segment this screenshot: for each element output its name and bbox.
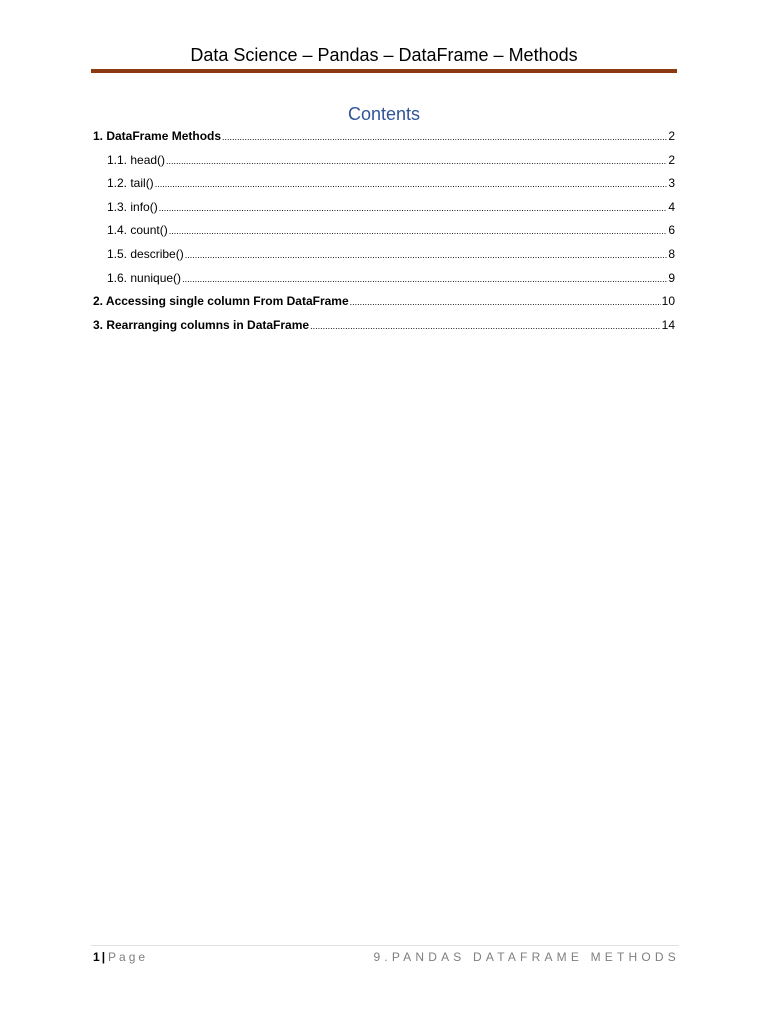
footer-separator: |	[101, 950, 106, 964]
toc-dot-leader	[159, 196, 668, 221]
toc-entry-label: 1.5. describe()	[107, 246, 184, 261]
toc-entry[interactable]	[93, 290, 675, 314]
toc-entry-label: 3. Rearranging columns in DataFrame	[93, 317, 310, 332]
toc-entry-page: 9	[668, 270, 675, 285]
footer-page-label: Page	[108, 950, 149, 964]
toc-entry-page: 4	[668, 199, 675, 214]
toc-entry-page: 10	[661, 294, 675, 309]
footer-page-number: 1	[93, 950, 100, 964]
toc-dot-leader	[169, 219, 668, 244]
toc-dot-leader	[182, 267, 667, 292]
toc-entry[interactable]	[93, 243, 675, 267]
toc-entry-page: 2	[668, 152, 675, 167]
toc-entry[interactable]	[93, 172, 675, 196]
toc-entry-page: 3	[668, 176, 675, 191]
toc-dot-leader	[350, 290, 661, 315]
toc-heading: Contents	[347, 104, 421, 124]
toc-dot-leader	[222, 125, 667, 150]
toc-entry-page: 14	[661, 317, 675, 332]
toc-entry[interactable]	[93, 219, 675, 243]
toc-entry[interactable]	[93, 267, 675, 291]
table-of-contents	[93, 125, 675, 337]
toc-entry-label: 1.2. tail()	[107, 176, 154, 191]
toc-entry-label: 1.4. count()	[107, 223, 168, 238]
toc-entry-label: 1.3. info()	[107, 199, 158, 214]
toc-entry-label: 1. DataFrame Methods	[93, 129, 222, 143]
toc-entry[interactable]	[93, 125, 675, 149]
header-divider	[91, 69, 677, 73]
toc-entry-page: 2	[668, 129, 675, 143]
toc-entry-label: 1.6. nunique()	[107, 270, 182, 285]
page-header-title: Data Science – Pandas – DataFrame – Methods	[190, 45, 578, 65]
toc-dot-leader	[166, 149, 667, 174]
toc-dot-leader	[310, 314, 661, 339]
toc-dot-leader	[185, 243, 668, 268]
footer-divider	[91, 945, 679, 946]
toc-entry[interactable]	[93, 149, 675, 173]
toc-entry-label: 1.1. head()	[107, 152, 166, 167]
toc-dot-leader	[155, 172, 668, 197]
toc-entry-page: 6	[668, 223, 675, 238]
toc-entry-page: 8	[668, 246, 675, 261]
toc-entry-label: 2. Accessing single column From DataFrame	[93, 294, 349, 309]
footer-running-title: 9.PANDAS DATAFRAME METHODS	[373, 950, 680, 964]
toc-entry[interactable]	[93, 196, 675, 220]
footer-page-indicator	[93, 949, 148, 965]
toc-entry[interactable]	[93, 314, 675, 338]
